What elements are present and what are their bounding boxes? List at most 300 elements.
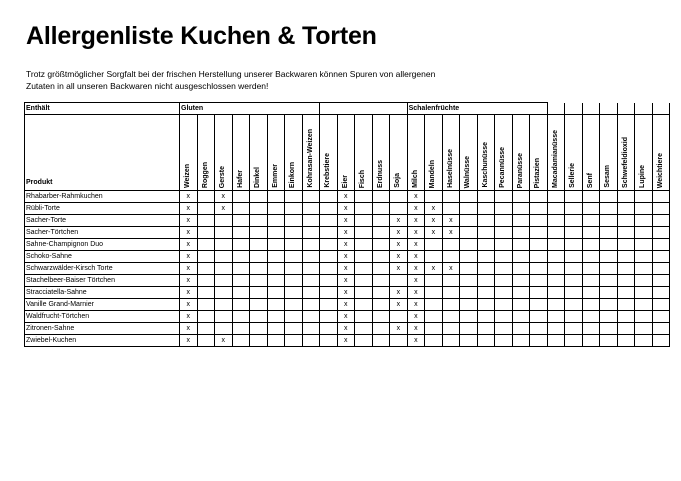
allergen-cell <box>512 227 530 239</box>
column-header-label: Senf <box>586 172 594 188</box>
allergen-cell <box>355 227 373 239</box>
allergen-cell <box>355 191 373 203</box>
allergen-cell: x <box>407 227 425 239</box>
allergen-cell: x <box>390 251 408 263</box>
column-header-label: Fisch <box>359 169 367 188</box>
allergen-cell <box>547 275 565 287</box>
column-header <box>355 115 373 191</box>
column-header <box>617 115 635 191</box>
allergen-cell <box>355 215 373 227</box>
allergen-cell <box>477 335 495 347</box>
allergen-cell <box>530 275 548 287</box>
allergen-cell <box>355 203 373 215</box>
allergen-cell: x <box>180 203 198 215</box>
allergen-cell <box>425 191 443 203</box>
product-name: Vanille Grand-Marnier <box>25 299 180 311</box>
column-header-label: Hafer <box>236 170 244 188</box>
allergen-cell <box>320 263 338 275</box>
allergen-cell <box>320 203 338 215</box>
allergen-cell <box>302 335 320 347</box>
allergen-cell: x <box>390 215 408 227</box>
allergen-cell <box>460 227 478 239</box>
column-header <box>180 115 198 191</box>
allergen-cell <box>530 191 548 203</box>
allergen-cell <box>652 335 670 347</box>
allergen-cell: x <box>407 323 425 335</box>
column-header <box>320 115 338 191</box>
allergen-cell <box>232 263 250 275</box>
column-header <box>652 115 670 191</box>
allergen-cell: x <box>442 263 460 275</box>
allergen-cell <box>582 263 600 275</box>
allergen-cell <box>512 299 530 311</box>
allergen-cell <box>215 287 233 299</box>
allergen-cell: x <box>337 335 355 347</box>
allergen-cell <box>320 227 338 239</box>
allergen-cell <box>617 287 635 299</box>
allergen-cell <box>355 323 373 335</box>
allergen-cell <box>232 191 250 203</box>
allergen-cell <box>635 203 653 215</box>
column-header-label: Mandeln <box>429 159 437 188</box>
allergen-cell <box>635 215 653 227</box>
allergen-cell <box>232 203 250 215</box>
allergen-cell <box>285 287 303 299</box>
product-name: Stachelbeer-Baiser Törtchen <box>25 275 180 287</box>
allergen-cell: x <box>180 287 198 299</box>
allergen-cell <box>547 335 565 347</box>
allergen-cell <box>582 215 600 227</box>
allergen-cell: x <box>390 239 408 251</box>
allergen-cell <box>197 275 215 287</box>
column-header <box>407 115 425 191</box>
column-header <box>495 115 513 191</box>
allergen-cell <box>565 311 583 323</box>
allergen-cell <box>652 239 670 251</box>
allergen-cell <box>617 263 635 275</box>
allergen-cell <box>600 227 618 239</box>
allergen-cell: x <box>337 263 355 275</box>
product-name: Waldfrucht-Törtchen <box>25 311 180 323</box>
allergen-cell: x <box>215 335 233 347</box>
allergen-cell <box>320 311 338 323</box>
allergen-cell: x <box>407 239 425 251</box>
allergen-cell <box>477 275 495 287</box>
allergen-cell: x <box>337 251 355 263</box>
allergen-cell <box>302 275 320 287</box>
allergen-cell <box>197 191 215 203</box>
allergen-cell <box>512 335 530 347</box>
allergen-cell: x <box>337 203 355 215</box>
allergen-cell <box>512 275 530 287</box>
group-header-row <box>25 103 670 115</box>
column-header <box>390 115 408 191</box>
allergen-cell <box>600 287 618 299</box>
column-header <box>197 115 215 191</box>
allergen-cell <box>285 263 303 275</box>
allergen-cell <box>460 215 478 227</box>
allergen-cell <box>582 335 600 347</box>
column-header <box>250 115 268 191</box>
allergen-cell: x <box>390 263 408 275</box>
allergen-cell <box>197 227 215 239</box>
allergen-cell <box>320 335 338 347</box>
group-gap-cell <box>635 103 653 115</box>
allergen-cell <box>530 287 548 299</box>
allergen-cell <box>250 263 268 275</box>
allergen-table <box>24 102 670 347</box>
column-header-label: Pecannüsse <box>499 147 507 188</box>
column-header-label: Erdnuss <box>376 159 384 188</box>
allergen-cell: x <box>180 299 198 311</box>
product-name: Sahne-Champignon Duo <box>25 239 180 251</box>
allergen-cell <box>460 275 478 287</box>
allergen-cell <box>302 203 320 215</box>
allergen-cell <box>547 191 565 203</box>
column-header <box>460 115 478 191</box>
allergen-cell <box>442 191 460 203</box>
allergen-cell <box>372 251 390 263</box>
column-header-label: Einkorn <box>289 161 297 188</box>
allergen-cell <box>565 299 583 311</box>
allergen-cell <box>635 275 653 287</box>
allergen-cell <box>355 263 373 275</box>
column-header <box>215 115 233 191</box>
allergen-cell <box>302 227 320 239</box>
allergen-cell: x <box>337 215 355 227</box>
allergen-cell: x <box>180 263 198 275</box>
allergen-cell <box>355 275 373 287</box>
allergen-cell: x <box>180 227 198 239</box>
allergen-cell <box>442 311 460 323</box>
allergen-cell: x <box>407 251 425 263</box>
allergen-cell: x <box>180 323 198 335</box>
allergen-cell <box>477 263 495 275</box>
column-header-label: Roggen <box>201 161 209 188</box>
allergen-cell <box>355 251 373 263</box>
allergen-cell <box>565 275 583 287</box>
allergen-cell <box>582 299 600 311</box>
allergen-cell <box>600 335 618 347</box>
column-header-label: Weichtiere <box>656 152 664 188</box>
allergen-cell <box>530 263 548 275</box>
allergen-cell <box>477 191 495 203</box>
column-header-label: Lupine <box>639 165 647 188</box>
allergen-cell <box>617 299 635 311</box>
allergen-cell <box>530 215 548 227</box>
allergen-cell <box>442 287 460 299</box>
allergen-cell <box>477 227 495 239</box>
allergen-cell <box>635 251 653 263</box>
allergen-cell <box>477 311 495 323</box>
allergen-cell <box>250 299 268 311</box>
allergen-cell <box>652 263 670 275</box>
column-header-label: Krebstiere <box>324 153 332 188</box>
allergen-cell <box>442 251 460 263</box>
allergen-cell <box>635 323 653 335</box>
allergen-cell <box>477 299 495 311</box>
allergen-cell <box>425 335 443 347</box>
allergen-cell <box>617 203 635 215</box>
column-header <box>600 115 618 191</box>
allergen-cell <box>372 215 390 227</box>
group-gap-cell <box>600 103 618 115</box>
allergen-cell <box>372 263 390 275</box>
allergen-cell <box>232 323 250 335</box>
allergen-cell <box>495 287 513 299</box>
allergen-cell <box>390 203 408 215</box>
allergen-cell <box>320 299 338 311</box>
group-header: Enthält <box>25 103 180 115</box>
allergen-cell: x <box>442 227 460 239</box>
allergen-cell <box>320 251 338 263</box>
column-header-label: Emmer <box>271 164 279 188</box>
column-header-label: Paranüsse <box>516 152 524 188</box>
allergen-cell: x <box>425 227 443 239</box>
allergen-cell <box>215 323 233 335</box>
allergen-cell <box>547 215 565 227</box>
allergen-cell <box>652 323 670 335</box>
product-name: Sacher-Torte <box>25 215 180 227</box>
allergen-cell <box>600 203 618 215</box>
allergen-cell: x <box>180 239 198 251</box>
allergen-cell <box>232 287 250 299</box>
allergen-cell <box>302 263 320 275</box>
allergen-cell <box>635 311 653 323</box>
allergen-cell <box>197 263 215 275</box>
allergen-cell <box>460 203 478 215</box>
allergen-cell <box>495 311 513 323</box>
allergen-cell <box>232 335 250 347</box>
allergen-cell <box>617 335 635 347</box>
allergen-cell <box>215 215 233 227</box>
allergen-cell <box>250 323 268 335</box>
allergen-cell <box>547 323 565 335</box>
allergen-cell: x <box>425 203 443 215</box>
column-header-label: Eier <box>341 174 349 188</box>
allergen-cell <box>512 239 530 251</box>
column-header <box>425 115 443 191</box>
column-header-label: Sellerie <box>569 163 577 188</box>
allergen-cell <box>442 275 460 287</box>
allergen-cell <box>460 191 478 203</box>
allergen-cell <box>477 215 495 227</box>
group-gap-cell <box>652 103 670 115</box>
allergen-cell <box>582 311 600 323</box>
allergen-cell <box>215 311 233 323</box>
allergen-cell: x <box>407 311 425 323</box>
allergen-cell <box>617 323 635 335</box>
allergen-cell <box>197 215 215 227</box>
allergen-cell: x <box>407 191 425 203</box>
allergen-cell <box>232 275 250 287</box>
allergen-cell <box>197 239 215 251</box>
allergen-cell <box>652 215 670 227</box>
allergen-cell <box>565 239 583 251</box>
allergen-cell <box>477 323 495 335</box>
allergen-cell: x <box>390 287 408 299</box>
allergen-cell <box>565 263 583 275</box>
product-name: Zwiebel-Kuchen <box>25 335 180 347</box>
allergen-cell: x <box>337 311 355 323</box>
allergen-cell <box>197 335 215 347</box>
column-header-label: Walnüsse <box>464 155 472 188</box>
allergen-cell: x <box>180 215 198 227</box>
allergen-cell <box>250 311 268 323</box>
allergen-cell <box>617 251 635 263</box>
allergen-cell <box>215 275 233 287</box>
allergen-cell <box>372 299 390 311</box>
allergen-cell: x <box>337 299 355 311</box>
allergen-cell <box>285 191 303 203</box>
allergen-cell <box>635 239 653 251</box>
column-header-row <box>25 115 670 191</box>
allergen-cell <box>302 311 320 323</box>
allergen-cell <box>442 239 460 251</box>
allergen-cell <box>582 203 600 215</box>
allergen-cell <box>530 323 548 335</box>
allergen-cell <box>232 227 250 239</box>
allergen-cell <box>600 215 618 227</box>
product-name: Zitronen-Sahne <box>25 323 180 335</box>
allergen-cell <box>442 203 460 215</box>
allergen-cell <box>372 311 390 323</box>
allergen-cell <box>495 335 513 347</box>
allergen-cell: x <box>390 323 408 335</box>
allergen-cell <box>197 311 215 323</box>
allergen-cell <box>372 323 390 335</box>
allergen-cell <box>267 203 285 215</box>
allergen-cell <box>617 275 635 287</box>
allergen-cell <box>635 227 653 239</box>
allergen-cell <box>425 287 443 299</box>
allergen-cell: x <box>180 275 198 287</box>
allergen-cell <box>285 203 303 215</box>
allergen-cell <box>215 263 233 275</box>
allergen-cell <box>600 239 618 251</box>
allergen-cell <box>547 263 565 275</box>
allergen-cell <box>232 215 250 227</box>
allergen-cell <box>355 239 373 251</box>
allergen-cell <box>495 263 513 275</box>
allergen-cell <box>302 287 320 299</box>
allergen-cell: x <box>425 263 443 275</box>
allergen-cell <box>372 335 390 347</box>
allergen-cell <box>390 311 408 323</box>
allergen-cell <box>355 287 373 299</box>
allergen-cell <box>197 299 215 311</box>
table-row <box>25 335 670 347</box>
column-header <box>285 115 303 191</box>
allergen-cell <box>495 275 513 287</box>
allergen-cell <box>267 239 285 251</box>
allergen-cell <box>372 275 390 287</box>
allergen-cell <box>250 251 268 263</box>
allergen-cell <box>495 251 513 263</box>
allergen-cell <box>477 287 495 299</box>
column-header <box>635 115 653 191</box>
allergen-cell <box>565 215 583 227</box>
allergen-cell <box>267 275 285 287</box>
table-row <box>25 323 670 335</box>
allergen-cell <box>565 335 583 347</box>
allergen-cell <box>582 251 600 263</box>
allergen-cell <box>547 227 565 239</box>
allergen-cell <box>425 275 443 287</box>
allergen-cell <box>547 203 565 215</box>
table-row <box>25 263 670 275</box>
allergen-cell <box>652 311 670 323</box>
column-header <box>582 115 600 191</box>
group-header: Gluten <box>180 103 320 115</box>
allergen-cell <box>565 203 583 215</box>
allergen-cell <box>635 287 653 299</box>
allergen-cell <box>250 203 268 215</box>
column-header-label: Schwefeldioxid <box>621 137 629 188</box>
allergen-cell <box>477 203 495 215</box>
allergen-cell <box>442 299 460 311</box>
allergen-cell <box>652 299 670 311</box>
allergen-cell <box>372 227 390 239</box>
allergen-cell <box>460 311 478 323</box>
allergen-cell <box>267 263 285 275</box>
allergen-cell <box>320 215 338 227</box>
allergen-cell <box>250 287 268 299</box>
allergen-cell <box>530 239 548 251</box>
allergen-cell <box>530 311 548 323</box>
allergen-cell <box>267 191 285 203</box>
product-name: Schwarzwälder-Kirsch Torte <box>25 263 180 275</box>
allergen-cell <box>372 287 390 299</box>
allergen-cell <box>285 311 303 323</box>
allergen-cell <box>635 335 653 347</box>
allergen-cell <box>617 191 635 203</box>
allergen-cell <box>547 287 565 299</box>
allergen-cell <box>320 191 338 203</box>
allergen-cell: x <box>180 251 198 263</box>
allergen-cell: x <box>407 203 425 215</box>
allergen-cell <box>477 251 495 263</box>
allergen-cell <box>477 239 495 251</box>
table-row <box>25 299 670 311</box>
allergen-cell: x <box>407 299 425 311</box>
table-row <box>25 215 670 227</box>
column-header <box>232 115 250 191</box>
column-header-label: Haselnüsse <box>446 149 454 188</box>
allergen-cell <box>495 215 513 227</box>
column-header <box>372 115 390 191</box>
column-header-label: Milch <box>411 170 419 188</box>
column-header <box>547 115 565 191</box>
column-header-label: Soja <box>394 173 402 188</box>
allergen-cell <box>617 239 635 251</box>
allergen-cell: x <box>337 287 355 299</box>
allergen-cell <box>215 239 233 251</box>
allergen-cell <box>320 287 338 299</box>
intro-line-1: Trotz größtmöglicher Sorgfalt bei der frischen Herstellung unserer Backwaren können Spuren von allergenen <box>26 69 436 79</box>
allergen-cell <box>285 239 303 251</box>
product-name: Sacher-Törtchen <box>25 227 180 239</box>
table-row <box>25 251 670 263</box>
group-gap-cell <box>617 103 635 115</box>
allergen-cell <box>302 251 320 263</box>
allergen-cell <box>512 191 530 203</box>
allergen-cell <box>267 227 285 239</box>
allergen-cell <box>285 227 303 239</box>
allergen-cell <box>267 311 285 323</box>
allergen-cell <box>635 191 653 203</box>
allergen-cell <box>652 251 670 263</box>
